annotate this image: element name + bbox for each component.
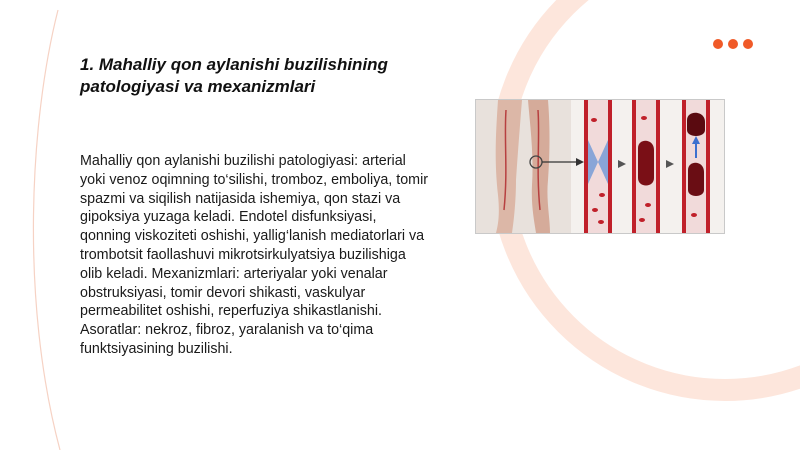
slide-title: 1. Mahalliy qon aylanishi buzilishining patologiyasi va mexanizmlari [80, 55, 388, 96]
dot-icon [743, 39, 753, 49]
slide-body-text: Mahalliy qon aylanishi buzilishi patologiyasi: arterial yoki venoz oqimning to‘silishi, tromboz, emboliya, tomir spazmi va siqilish natijasida ishemiya, qon stazi va gipoksiya yuzaga keladi. Endotel disfunksiyasi, qonning viskoziteti oshishi, yallig‘lanish mediatorlari va trombotsit faollashuvi mikrotsirkulyatsiya buzilishiga olib keladi. Mexanizmlari: arteriyalar yoki venalar obstruksiyasi, tomir devori shikasti, vaskulyar permeabilitet oshishi, reperfuziya shikastlanishi. Asoratlar: nekroz, fibroz, yaralanish va to‘qima funktsiyasining buzilishi. [80, 153, 429, 357]
dots-menu-icon [713, 39, 753, 49]
decor-arc-left [33, 10, 60, 450]
dot-icon [728, 39, 738, 49]
vessel-illustration [475, 99, 725, 234]
vessel-illustration-svg [476, 100, 724, 233]
dot-icon [713, 39, 723, 49]
